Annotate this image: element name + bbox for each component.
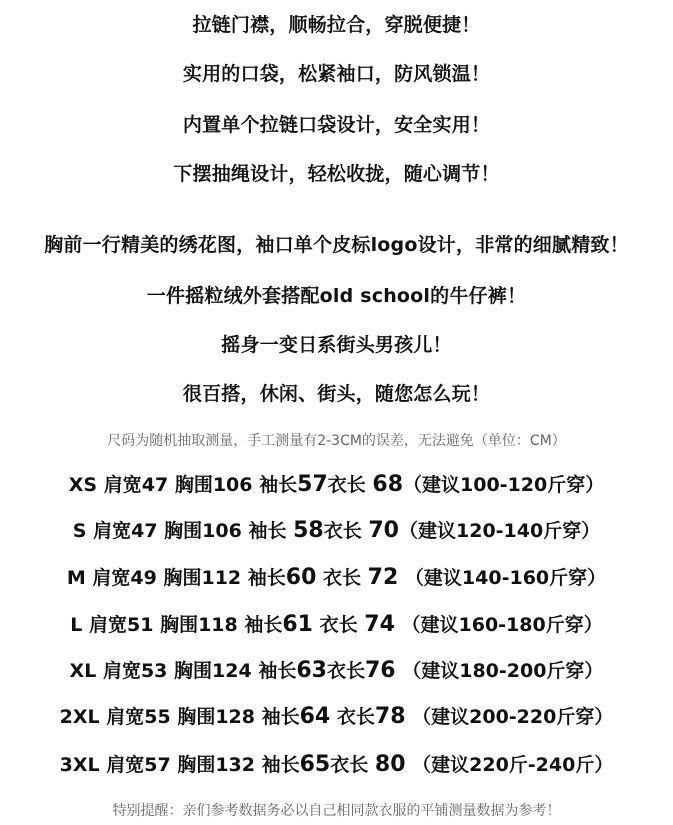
length-label: 衣长: [323, 520, 362, 542]
shoulder-width: 肩宽53: [102, 660, 168, 682]
sleeve-length: 65: [299, 752, 331, 777]
shoulder-width: 肩宽49: [92, 567, 157, 589]
sleeve-length: 60: [285, 565, 317, 590]
shoulder-width: 肩宽51: [88, 614, 154, 636]
chest-width: 胸围132: [177, 754, 255, 776]
garment-length: 76: [364, 658, 396, 683]
weight-advice: （建议120-140斤穿）: [399, 520, 601, 542]
size-label: XS: [68, 474, 98, 496]
garment-length: 68: [372, 472, 404, 497]
feature-line-1: 拉链门襟，顺畅拉合，穿脱便捷！: [192, 14, 481, 36]
sleeve-label: 袖长: [258, 660, 297, 682]
size-label: XL: [69, 660, 97, 682]
shoulder-width: 肩宽47: [103, 474, 169, 496]
feature-line-4: 下摆抽绳设计，轻松收拢，随心调节！: [173, 163, 500, 185]
shoulder-width: 肩宽55: [106, 706, 171, 728]
size-row: [0, 750, 673, 777]
length-label: 衣长: [319, 614, 358, 636]
feature-line-2: 实用的口袋，松紧袖口，防风锁温！: [182, 63, 491, 85]
chest-width: 胸围128: [177, 706, 255, 728]
chest-width: 胸围106: [174, 474, 253, 496]
garment-length: 80: [374, 752, 406, 777]
weight-advice: （建议200-220斤穿）: [412, 706, 614, 728]
sleeve-label: 袖长: [261, 706, 300, 728]
size-row: [0, 656, 673, 683]
garment-length: 74: [364, 612, 395, 637]
shoulder-width: 肩宽47: [93, 520, 158, 542]
length-label: 衣长: [336, 706, 375, 728]
measure-note: 尺码为随机抽取测量，手工测量有2-3CM的误差，无法避免（单位：CM）: [107, 433, 566, 449]
length-label: 衣长: [327, 474, 366, 496]
feature-line-3: 内置单个拉链口袋设计，安全实用！: [182, 114, 491, 136]
chest-width: 胸围106: [164, 520, 242, 542]
size-row: [0, 702, 673, 729]
size-label: S: [72, 520, 87, 542]
sleeve-label: 袖长: [244, 614, 283, 636]
garment-length: 72: [367, 565, 399, 590]
chest-width: 胸围112: [163, 567, 242, 589]
length-label: 衣长: [326, 660, 365, 682]
length-label: 衣长: [323, 567, 362, 589]
size-label: 3XL: [59, 754, 100, 776]
size-row: [0, 563, 673, 590]
size-label: L: [70, 614, 83, 636]
description-line-1: 胸前一行精美的绣花图，袖口单个皮标logo设计，非常的细腻精致！: [44, 234, 629, 256]
sleeve-length: 64: [299, 704, 331, 729]
description-line-3: 摇身一变日系街头男孩儿！: [221, 334, 452, 356]
footer-note: 特别提醒：亲们参考数据务必以自己相同款衣服的平铺测量数据为参考！: [112, 803, 561, 819]
sleeve-label: 袖长: [259, 474, 298, 496]
garment-length: 70: [368, 518, 399, 543]
length-label: 衣长: [330, 754, 369, 776]
weight-advice: （建议140-160斤穿）: [404, 567, 607, 589]
description-line-4: 很百搭，休闲、街头，随您怎么玩！: [182, 383, 491, 405]
size-row: [0, 470, 673, 497]
size-label: M: [66, 567, 86, 589]
garment-length: 78: [374, 704, 406, 729]
description-line-2: 一件摇粒绒外套搭配old school的牛仔裤！: [146, 285, 527, 307]
sleeve-length: 61: [282, 612, 313, 637]
sleeve-length: 63: [296, 658, 327, 683]
sleeve-label: 袖长: [247, 567, 286, 589]
sleeve-label: 袖长: [248, 520, 287, 542]
weight-advice: （建议220斤-240斤）: [412, 754, 614, 776]
chest-width: 胸围118: [160, 614, 238, 636]
shoulder-width: 肩宽57: [106, 754, 171, 776]
chest-width: 胸围124: [174, 660, 252, 682]
sleeve-label: 袖长: [261, 754, 300, 776]
sleeve-length: 57: [297, 472, 328, 497]
sleeve-length: 58: [293, 518, 324, 543]
size-label: 2XL: [59, 706, 100, 728]
weight-advice: （建议100-120斤穿）: [403, 474, 605, 496]
size-row: [0, 516, 673, 543]
weight-advice: （建议180-200斤穿）: [402, 660, 604, 682]
weight-advice: （建议160-180斤穿）: [401, 614, 603, 636]
size-row: [0, 610, 673, 637]
